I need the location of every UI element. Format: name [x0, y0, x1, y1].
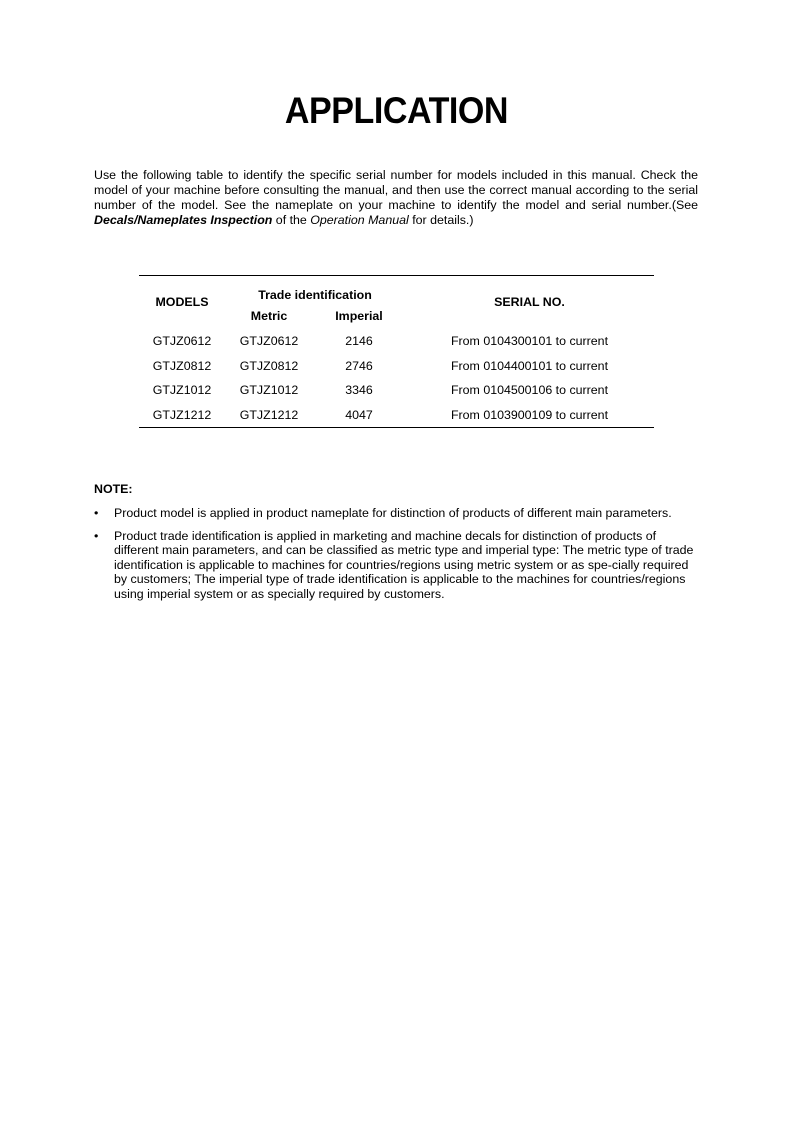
cell-model: GTJZ1212	[152, 407, 212, 422]
bullet-icon: •	[94, 506, 99, 520]
cell-model: GTJZ0612	[152, 334, 212, 349]
bullet-icon: •	[94, 528, 99, 543]
table-row	[139, 378, 654, 403]
note-list	[94, 506, 698, 609]
page-title: APPLICATION	[284, 90, 509, 131]
note-item	[94, 529, 698, 602]
intro-text-2: of the	[272, 213, 311, 227]
cell-serial: From 0103900109 to current	[450, 407, 609, 422]
cell-serial: From 0104300101 to current	[450, 334, 609, 349]
table-row	[139, 403, 654, 428]
serial-number-table	[139, 275, 654, 428]
intro-text-3: for details.)	[408, 213, 474, 227]
cell-metric: GTJZ0612	[239, 334, 299, 349]
decals-nameplates-reference: Decals/Nameplates Inspection	[94, 213, 273, 227]
cell-model: GTJZ0812	[152, 358, 212, 373]
intro-paragraph	[94, 168, 698, 228]
cell-serial: From 0104500106 to current	[450, 383, 609, 398]
cell-metric: GTJZ0812	[239, 358, 299, 373]
header-imperial: Imperial	[335, 309, 383, 323]
serial-table-container	[139, 275, 654, 428]
cell-imperial: 3346	[345, 383, 373, 398]
header-models: MODELS	[155, 295, 209, 309]
header-metric: Metric	[250, 309, 288, 323]
table-row	[139, 328, 654, 354]
cell-metric: GTJZ1212	[239, 407, 299, 422]
header-trade-identification: Trade identification	[258, 288, 372, 302]
cell-metric: GTJZ1012	[239, 383, 299, 398]
note-item	[94, 506, 698, 521]
intro-text-1: Use the following table to identify the specific serial number for models included in this manual. Check the model of your machine before consulting the manual, and then use the correct manual according to the serial number of the model. See the nameplate on your machine to identify the model and serial number.(See	[94, 168, 698, 212]
cell-imperial: 2146	[345, 334, 373, 349]
cell-imperial: 2746	[345, 358, 373, 373]
note-item-text: Product trade identification is applied in marketing and machine decals for distinction of products of different main parameters, and can be classified as metric type and imperial type: The metric type of trade identification is applicable to machines for countries/regions using metric system or as spe-cially required by customers; The imperial type of trade identification is applicable to the machines for countries/regions using imperial system or as specially required by customers.	[114, 528, 694, 601]
header-serial-no: SERIAL NO.	[494, 295, 565, 309]
cell-imperial: 4047	[345, 407, 373, 422]
operation-manual-reference: Operation Manual	[310, 213, 409, 227]
cell-model: GTJZ1012	[152, 383, 212, 398]
cell-serial: From 0104400101 to current	[450, 358, 609, 373]
note-item-text: Product model is applied in product nameplate for distinction of products of different main parameters.	[114, 506, 672, 520]
table-row	[139, 354, 654, 379]
note-heading: NOTE:	[94, 482, 133, 496]
